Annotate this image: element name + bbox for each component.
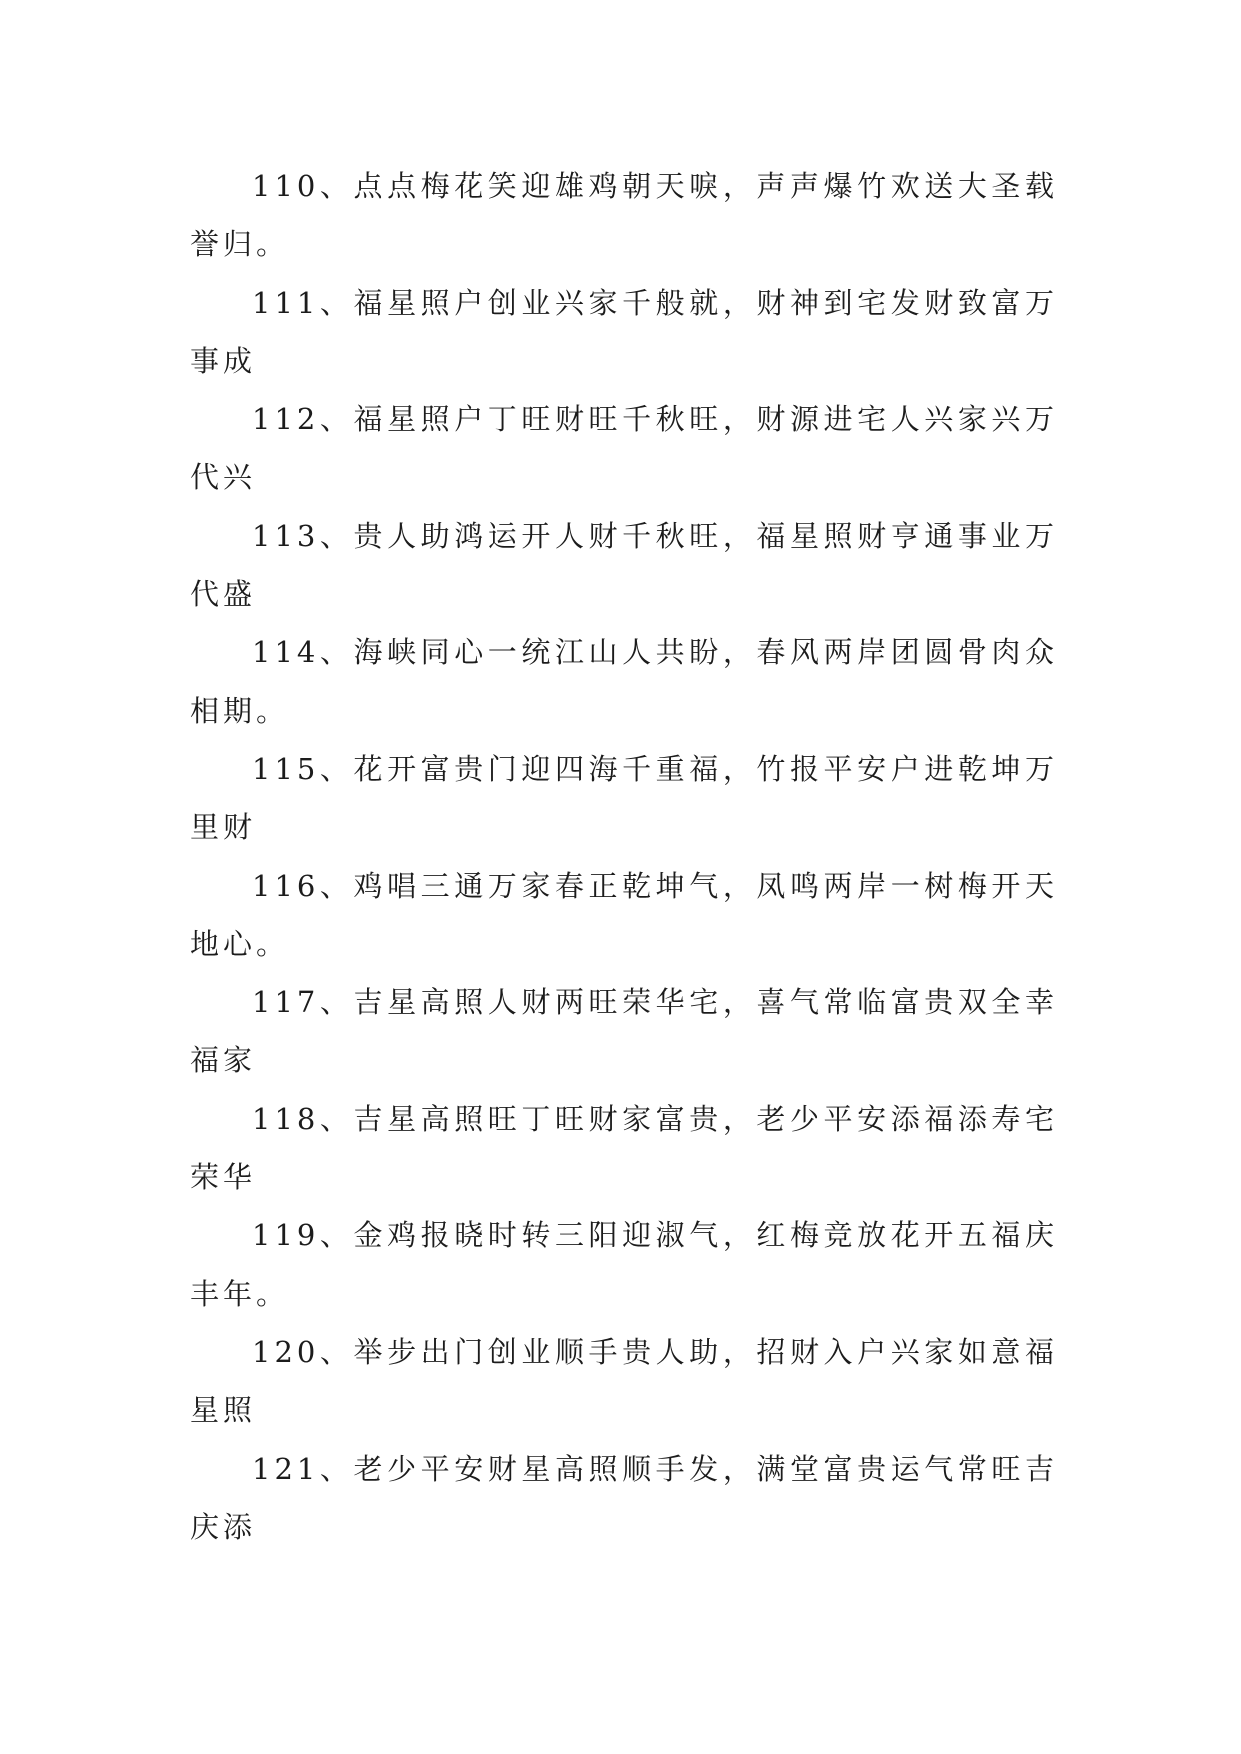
couplet-112: 112、福星照户丁旺财旺千秋旺，财源进宅人兴家兴万代兴 [190, 402, 1058, 495]
couplet-115: 115、花开富贵门迎四海千重福，竹报平安户进乾坤万里财 [190, 751, 1058, 845]
couplet-116: 116、鸡唱三通万家春正乾坤气，凤鸣两岸一树梅开天地心。 [190, 868, 1058, 961]
couplet-110: 110、点点梅花笑迎雄鸡朝天唳，声声爆竹欢送大圣载誉归。 [190, 169, 1058, 262]
couplet-117: 117、吉星高照人财两旺荣华宅，喜气常临富贵双全幸福家 [190, 985, 1058, 1078]
couplet-114: 114、海峡同心一统江山人共盼，春风两岸团圆骨肉众相期。 [190, 635, 1058, 728]
couplet-113: 113、贵人助鸿运开人财千秋旺，福星照财亨通事业万代盛 [190, 518, 1058, 612]
couplet-120: 120、举步出门创业顺手贵人助，招财入户兴家如意福星照 [190, 1334, 1058, 1428]
couplet-list [190, 157, 1058, 1556]
couplet-119: 119、金鸡报晓时转三阳迎淑气，红梅竞放花开五福庆丰年。 [190, 1218, 1058, 1311]
couplet-118: 118、吉星高照旺丁旺财家富贵，老少平安添福添寿宅荣华 [190, 1101, 1058, 1195]
couplet-111: 111、福星照户创业兴家千般就，财神到宅发财致富万事成 [190, 285, 1058, 378]
couplet-121: 121、老少平安财星高照顺手发，满堂富贵运气常旺吉庆添 [190, 1451, 1058, 1544]
